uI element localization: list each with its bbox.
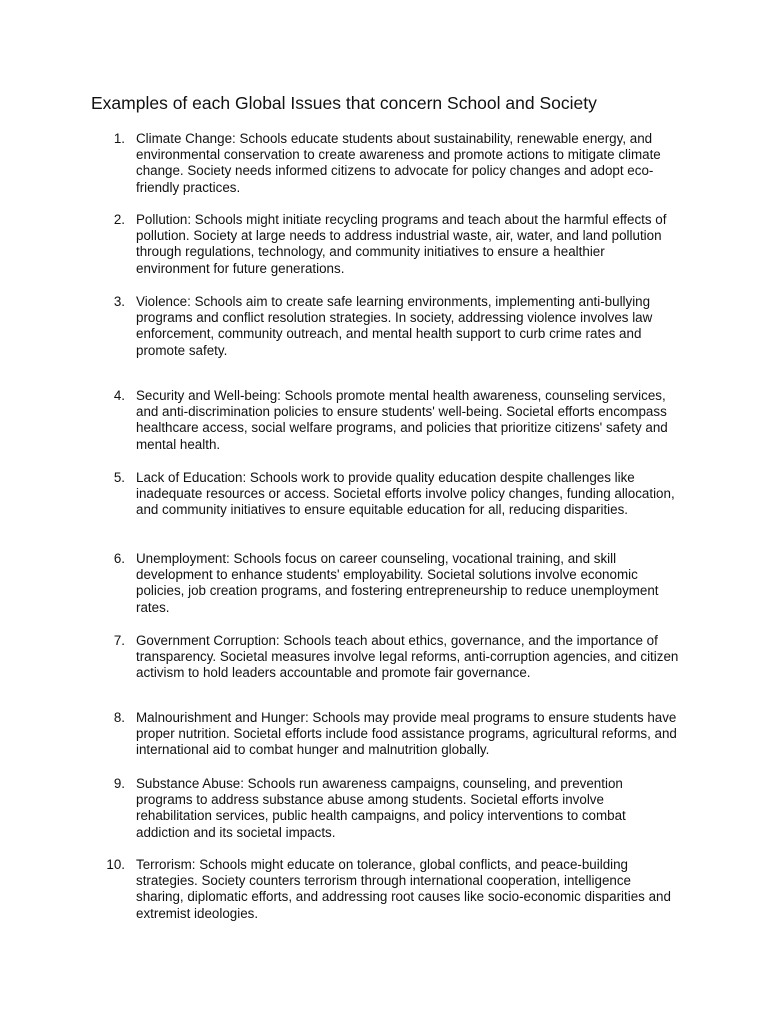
list-item-number: 6. [113, 551, 125, 566]
list-item-number: 1. [113, 131, 125, 146]
list-item-text: Security and Well-being: Schools promote mental health awareness, counseling services, and anti-discrimination policies to ensure students' well-being. Societal efforts encompass healthcare access, social welfare programs, and policies that prioritize citizens' safety and mental health. [136, 388, 668, 452]
list-item-number: 8. [113, 710, 125, 725]
list-item-number: 10. [106, 857, 125, 872]
list-item-text: Violence: Schools aim to create safe learning environments, implementing anti-bullying programs and conflict resolution strategies. In society, addressing violence involves law enforcement, community outreach, and mental health support to curb crime rates and promote safety. [136, 294, 653, 358]
list-item-text: Unemployment: Schools focus on career counseling, vocational training, and skill development to enhance students' employability. Societal solutions involve economic policies, job creation programs, and fostering entrepreneurship to reduce unemployment rates. [136, 551, 659, 615]
document-title: Examples of each Global Issues that concern School and Society [91, 93, 597, 113]
list-item-number: 9. [113, 776, 125, 791]
list-item-text: Substance Abuse: Schools run awareness campaigns, counseling, and prevention programs to address substance abuse among students. Societal efforts involve rehabilitation services, public health campaigns, and policy interventions to combat addiction and its societal impacts. [136, 776, 626, 840]
list-item-text: Malnourishment and Hunger: Schools may provide meal programs to ensure students have proper nutrition. Societal efforts include food assistance programs, agricultural reforms, and international aid to combat hunger and malnutrition globally. [136, 710, 677, 758]
list-item-number: 4. [113, 388, 125, 403]
list-item-number: 7. [113, 633, 125, 648]
list-item-text: Climate Change: Schools educate students about sustainability, renewable energy, and environmental conservation to create awareness and promote actions to mitigate climate change. Society needs informed citizens to advocate for policy changes and adopt eco-friendly practices. [136, 131, 661, 195]
list-item-text: Terrorism: Schools might educate on tolerance, global conflicts, and peace-building strategies. Society counters terrorism through international cooperation, intelligence sharing, diplomatic efforts, and addressing root causes like socio-economic disparities and extremist ideologies. [136, 857, 671, 921]
list-item-text: Government Corruption: Schools teach about ethics, governance, and the importance of transparency. Societal measures involve legal reforms, anti-corruption agencies, and citizen activism to hold leaders accountable and promote fair governance. [136, 633, 679, 681]
list-item-text: Lack of Education: Schools work to provide quality education despite challenges like inadequate resources or access. Societal efforts involve policy changes, funding allocation, and community initiatives to ensure equitable education for all, reducing disparities. [136, 470, 675, 518]
list-item-number: 2. [113, 212, 125, 227]
list-item-text: Pollution: Schools might initiate recycling programs and teach about the harmful effects of pollution. Society at large needs to address industrial waste, air, water, and land pollution through regulations, technology, and community initiatives to ensure a healthier environment for future generations. [136, 212, 667, 276]
list-item-number: 3. [113, 294, 125, 309]
list-item-number: 5. [113, 470, 125, 485]
